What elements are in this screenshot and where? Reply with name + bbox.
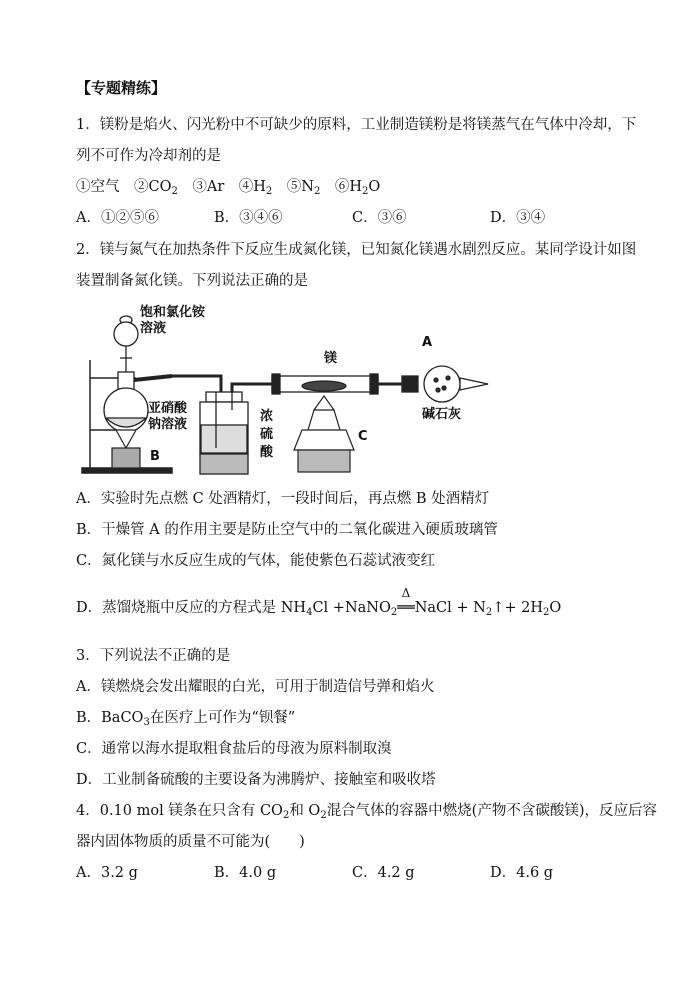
q4-line1: 4．0.10 mol 镁条在只含有 $CO_2$和 $O_2$混合气体的容器中燃烧(产物不含碳酸镁)，反应后容 — [76, 803, 657, 821]
q4-line2: 器内固体物质的质量不可能为( ) — [76, 834, 305, 850]
label-h2so4-3: 酸 — [260, 445, 274, 460]
label-nh4cl-2: 溶液 — [140, 321, 167, 336]
label-h2so4-1: 浓 — [260, 409, 274, 424]
q4-option-a: A．3.2 g — [76, 865, 138, 881]
drying-tube-a — [402, 366, 488, 402]
q1-line1: 1．镁粉是焰火、闪光粉中不可缺少的原料，工业制造镁粉是将镁蒸气在气体中冷却，下 — [76, 117, 637, 133]
q2-option-c: C．氮化镁与水反应生成的气体，能使紫色石蕊试液变红 — [76, 553, 436, 569]
label-mg: 镁 — [324, 351, 338, 366]
q1-items: ①空气 $②CO_2$ ③Ar $④H_2$ $⑤N_2$ $⑥H_2O$ — [76, 179, 381, 197]
q1-option-c: C．③⑥ — [352, 210, 407, 226]
q2-line2: 装置制备氮化镁。下列说法正确的是 — [76, 273, 308, 289]
burner-b — [112, 430, 140, 468]
label-c: C — [358, 429, 368, 444]
label-nh4cl-1: 饱和氯化铵 — [140, 305, 206, 320]
q3-option-b: B．BaCO$_3$在医疗上可作为“钡餐” — [76, 710, 296, 728]
label-a: A — [422, 335, 433, 350]
label-h2so4-2: 硫 — [260, 427, 274, 442]
label-nano2-2: 钠溶液 — [148, 417, 188, 432]
q3-option-a: A．镁燃烧会发出耀眼的白光，可用于制造信号弹和焰火 — [76, 679, 435, 695]
q1-option-d: D．③④ — [490, 210, 546, 226]
q4-option-d: D．4.6 g — [490, 865, 554, 881]
apparatus-figure — [76, 300, 496, 480]
tube-1 — [172, 376, 221, 392]
label-soda-lime: 碱石灰 — [422, 407, 462, 422]
q3-option-c: C．通常以海水提取粗食盐后的母液为原料制取溴 — [76, 741, 392, 757]
q2-option-b: B．干燥管 A 的作用主要是防止空气中的二氧化碳进入硬质玻璃管 — [76, 522, 498, 538]
burner-c — [294, 396, 354, 472]
q3-option-d: D．工业制备硫酸的主要设备为沸腾炉、接触室和吸收塔 — [76, 772, 436, 788]
q4-option-c: C．4.2 g — [352, 865, 415, 881]
q4-option-b: B．4.0 g — [214, 865, 277, 881]
q3-line1: 3．下列说法不正确的是 — [76, 648, 231, 664]
label-nano2-1: 亚硝酸 — [148, 401, 188, 416]
q2-option-d: D．蒸馏烧瓶中反应的方程式是 $NH_4Cl$ +NaNO$_2$ Δ ══NaCl + $N_2↑+ 2H_2O$ — [76, 586, 562, 618]
label-b: B — [150, 449, 160, 464]
q2-line1: 2．镁与氮气在加热条件下反应生成氮化镁，已知氮化镁遇水剧烈反应。某同学设计如图 — [76, 242, 637, 258]
q2-option-a: A．实验时先点燃 C 处酒精灯，一段时间后，再点燃 B 处酒精灯 — [76, 491, 490, 507]
reaction-tube — [272, 374, 378, 394]
heading: 【专题精练】 — [76, 79, 167, 97]
tube-2 — [232, 384, 272, 392]
q1-option-b: B．③④⑥ — [214, 210, 283, 226]
q1-option-a: A．①②⑤⑥ — [76, 210, 159, 226]
q1-line2: 列不可作为冷却剂的是 — [76, 148, 221, 164]
wash-bottle — [200, 392, 248, 474]
